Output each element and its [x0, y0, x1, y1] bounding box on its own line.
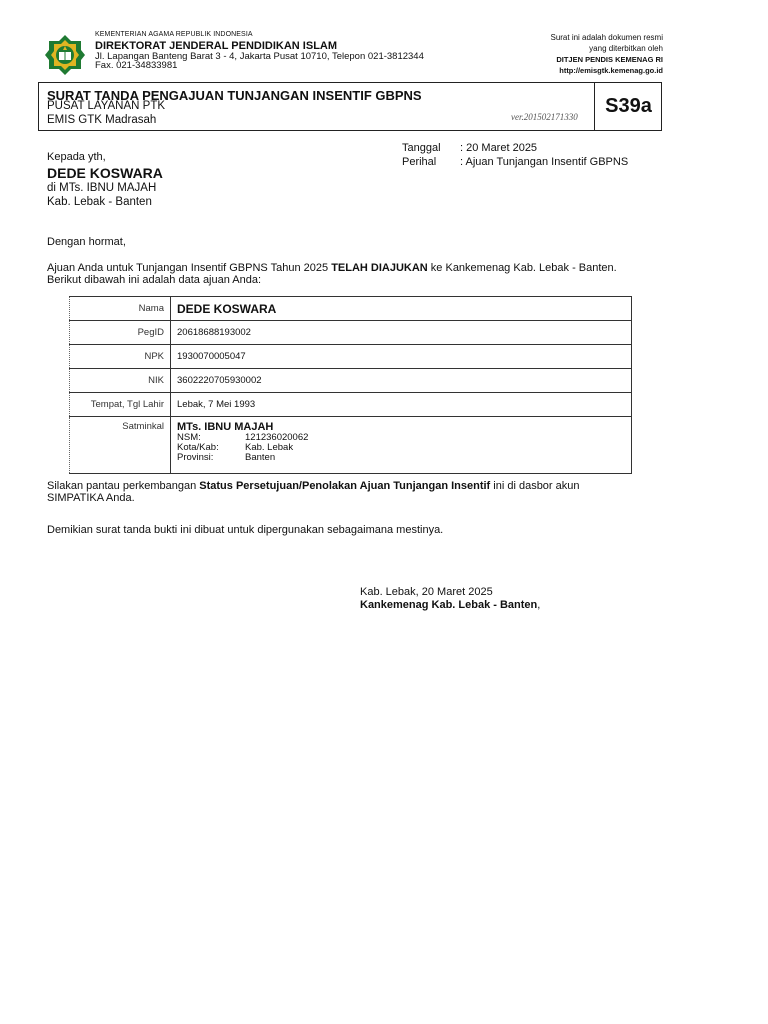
nik-value: 3602220705930002: [171, 369, 632, 393]
subject-label: Perihal: [402, 156, 437, 168]
ttl-label: Tempat, Tgl Lahir: [70, 393, 171, 417]
body-paragraph-1: [47, 262, 617, 286]
pegid-label: PegID: [70, 321, 171, 345]
table-row: [70, 417, 632, 474]
p2-text-c: ini di dasbor akun: [490, 480, 580, 492]
signature-office: Kankemenag Kab. Lebak - Banten: [360, 599, 538, 611]
nik-label: NIK: [70, 369, 171, 393]
table-row: [70, 345, 632, 369]
recipient-greeting: Kepada yth,: [47, 151, 106, 163]
provinsi-label: Provinsi:: [177, 452, 214, 463]
salutation: Dengan hormat,: [47, 236, 126, 248]
letter-meta: [402, 141, 628, 169]
body-paragraph-3: Demikian surat tanda bukti ini dibuat untuk dipergunakan sebagaimana mestinya.: [47, 524, 444, 536]
document-version: ver.201502171330: [511, 112, 578, 122]
p2-text-a: Silakan pantau perkembangan: [47, 480, 200, 492]
provinsi-value: Banten: [245, 452, 276, 463]
kemenag-logo: [44, 34, 86, 76]
document-code: S39a: [605, 95, 652, 117]
document-header-box: [38, 82, 662, 131]
date-label: Tanggal: [402, 142, 441, 154]
p1-status: TELAH DIAJUKAN: [331, 262, 428, 274]
signature-block: [360, 586, 540, 612]
submission-data-table: [69, 296, 632, 474]
p1-text-a: Ajuan Anda untuk Tunjangan Insentif GBPNS Tahun 2025: [47, 262, 332, 274]
nsm-value: 121236020062: [245, 432, 309, 443]
nama-label: Nama: [70, 297, 171, 321]
satminkal-name: MTs. IBNU MAJAH: [177, 421, 274, 433]
p2-line-2: SIMPATIKA Anda.: [47, 492, 135, 504]
signature-comma: ,: [537, 599, 541, 611]
letterhead-address: [95, 52, 424, 70]
signature-place-date: Kab. Lebak, 20 Maret 2025: [360, 586, 493, 598]
nama-value: DEDE KOSWARA: [171, 297, 632, 321]
recipient-region: Kab. Lebak - Banten: [47, 196, 152, 208]
ttl-value: Lebak, 7 Mei 1993: [171, 393, 632, 417]
document-subtitle-unit: PUSAT LAYANAN PTK: [47, 100, 166, 112]
kota-value: Kab. Lebak: [245, 442, 294, 453]
recipient-name: DEDE KOSWARA: [47, 165, 163, 181]
body-paragraph-2: [47, 480, 580, 504]
date-value: : 20 Maret 2025: [460, 142, 538, 154]
table-row: [70, 297, 632, 321]
npk-value: 1930070005047: [171, 345, 632, 369]
official-document-note: [550, 32, 663, 76]
table-row: [70, 321, 632, 345]
npk-label: NPK: [70, 345, 171, 369]
document-title: SURAT TANDA PENGAJUAN TUNJANGAN INSENTIF GBPNS: [47, 88, 422, 103]
satminkal-label: Satminkal: [70, 417, 171, 474]
nsm-label: NSM:: [177, 432, 201, 443]
note-line-1: Surat ini adalah dokumen resmi: [550, 33, 663, 42]
recipient-block: [47, 151, 163, 209]
subject-value: : Ajuan Tunjangan Insentif GBPNS: [460, 156, 629, 168]
recipient-place: di MTs. IBNU MAJAH: [47, 182, 157, 194]
p1-text-c: ke Kankemenag Kab. Lebak - Banten.: [427, 262, 617, 274]
satminkal-cell: [171, 417, 632, 474]
note-line-2: yang diterbitkan oleh: [589, 44, 663, 53]
kota-label: Kota/Kab:: [177, 442, 219, 453]
directorate-name: DIREKTORAT JENDERAL PENDIDIKAN ISLAM: [95, 40, 338, 52]
p2-status-emphasis: Status Persetujuan/Penolakan Ajuan Tunjangan Insentif: [199, 480, 491, 492]
fax-line: Fax. 021-34833981: [95, 60, 178, 71]
document-subtitle-system: EMIS GTK Madrasah: [47, 114, 157, 126]
issuer-name: DITJEN PENDIS KEMENAG RI: [556, 55, 663, 64]
table-row: [70, 369, 632, 393]
p1-line-2: Berikut dibawah ini adalah data ajuan Anda:: [47, 274, 262, 286]
issuer-url[interactable]: http://emisgtk.kemenag.go.id: [559, 66, 663, 75]
pegid-value: 20618688193002: [171, 321, 632, 345]
address-line: Jl. Lapangan Banteng Barat 3 - 4, Jakarta Pusat 10710, Telepon 021-3812344: [95, 51, 424, 62]
ministry-name: KEMENTERIAN AGAMA REPUBLIK INDONESIA: [95, 31, 253, 38]
table-row: [70, 393, 632, 417]
